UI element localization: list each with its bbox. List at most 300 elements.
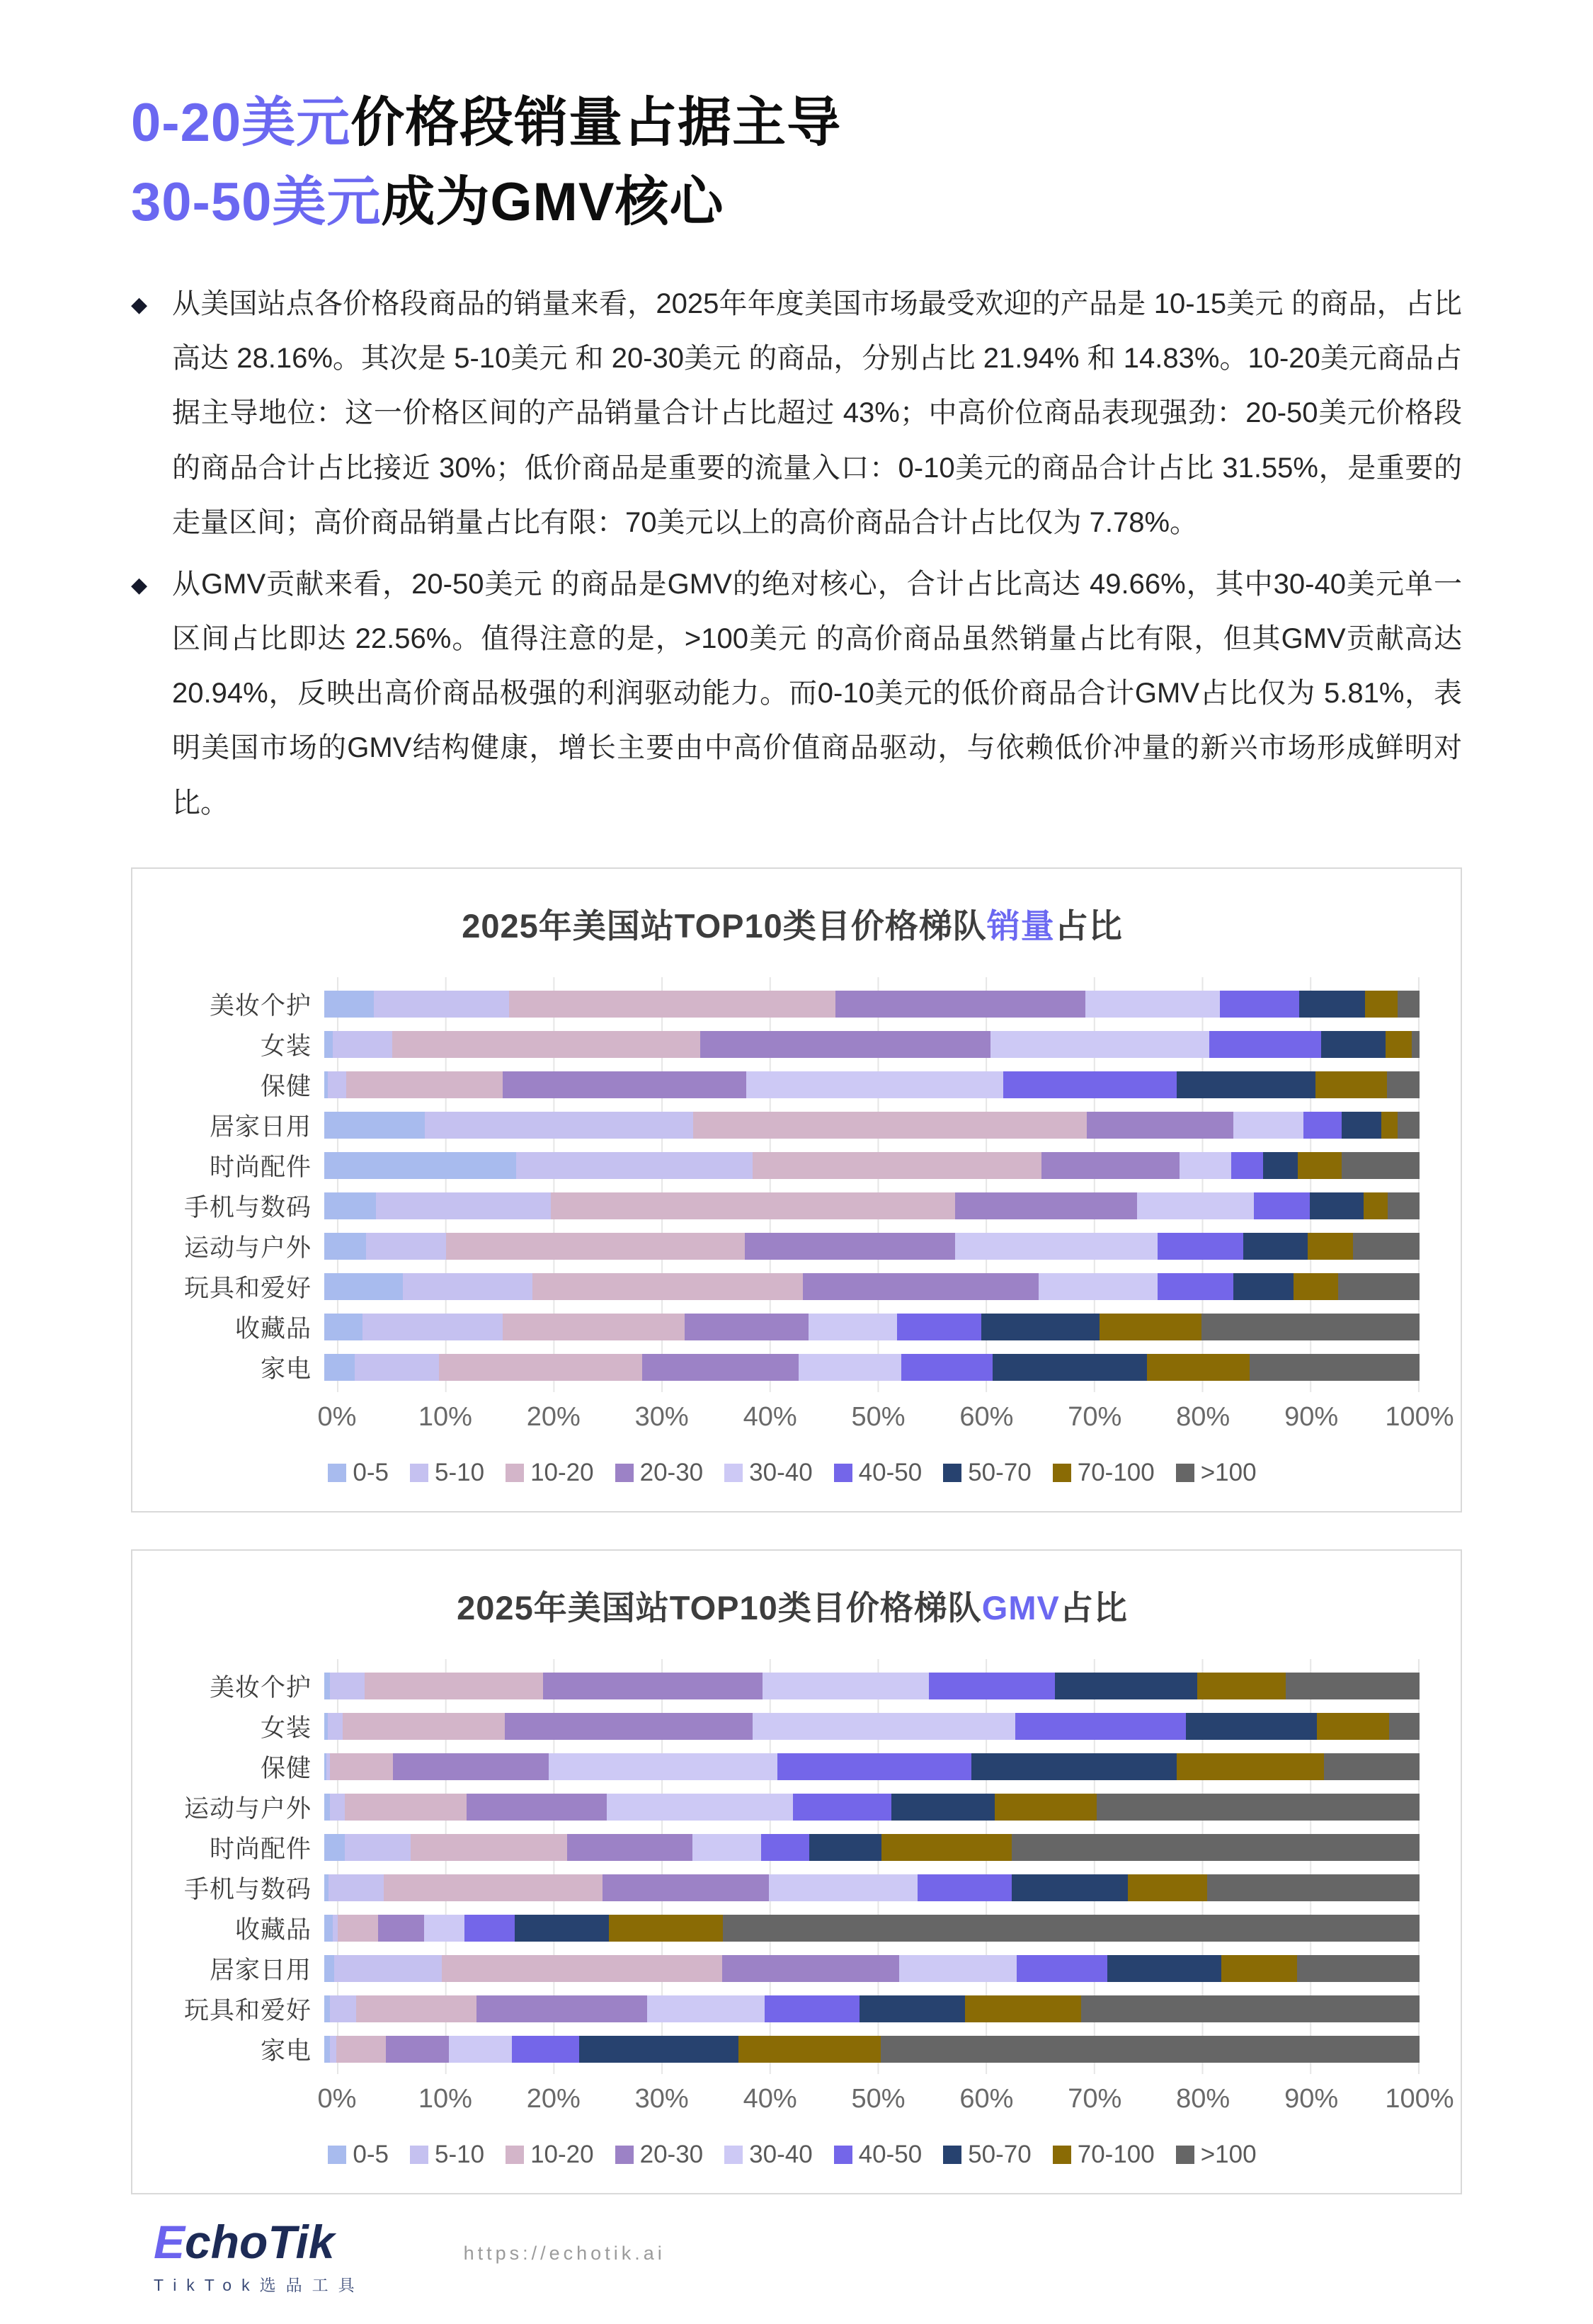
bar-row [165,1666,1420,1707]
legend-label: 0-5 [353,2140,389,2168]
bar-segment->100 [1398,1112,1420,1139]
bar-segment-10-20 [346,1071,503,1098]
bar-row [165,1949,1420,1989]
logo-tagline: TikTok选品工具 [154,2275,365,2294]
x-tick-label: 30% [634,1401,689,1432]
legend-swatch [1176,1464,1194,1482]
bar-row [165,1105,1420,1146]
bar-segment->100 [1338,1273,1419,1300]
bar-segment-30-40 [424,1915,464,1942]
bar-segment-40-50 [512,2036,580,2063]
bar-segment->100 [1201,1314,1420,1340]
legend-item [834,2141,923,2169]
x-axis [317,2080,1454,2121]
bar-segment-40-50 [897,1314,981,1340]
footer-url: https://echotik.ai [463,2242,666,2264]
bar-segment-20-30 [503,1071,746,1098]
legend-label: 30-40 [749,2140,813,2168]
bar-segment-30-40 [647,1995,765,2022]
bar-segment-70-100 [1177,1753,1325,1780]
bar-segment-20-30 [955,1192,1137,1219]
bar-segment-30-40 [1180,1152,1231,1179]
bar-segment-70-100 [1298,1152,1342,1179]
legend-label: 10-20 [530,1458,594,1486]
bar-segment-5-10 [330,1995,356,2022]
bar-segment-20-30 [722,1955,900,1982]
logo-wordmark [154,2215,365,2268]
bar-segment-50-70 [1233,1273,1294,1300]
bar-segment-5-10 [334,1955,442,1982]
category-label: 家电 [260,1355,312,1384]
bar-segment->100 [1412,1031,1420,1058]
bar-segment-50-70 [515,1915,609,1942]
bar-row [165,1707,1420,1747]
stacked-bar [324,1915,1420,1942]
bar-segment-70-100 [881,1834,1012,1861]
chart-rows [165,1666,1420,2070]
legend-swatch [410,1464,428,1482]
category-label: 时尚配件 [209,1835,312,1864]
legend-label: 5-10 [435,1458,485,1486]
chart-legend [165,1459,1420,1487]
legend-item [1176,1459,1257,1487]
bar-segment-0-5 [324,991,374,1018]
legend-item [834,1459,923,1487]
bar-segment-50-70 [1012,1874,1128,1901]
bar-segment-50-70 [1310,1192,1364,1219]
bar-segment-70-100 [609,1915,723,1942]
bar-segment-20-30 [567,1834,692,1861]
category-label: 家电 [260,2037,312,2066]
bar-segment-40-50 [765,1995,860,2022]
bar-segment-30-40 [692,1834,761,1861]
stacked-bar [324,1031,1420,1058]
legend-label: 40-50 [858,1458,923,1486]
bar-segment-20-30 [378,1915,424,1942]
bar-segment-0-5 [324,1915,333,1942]
bar-segment-30-40 [899,1955,1017,1982]
stacked-bar [324,1874,1420,1901]
bar-segment-10-20 [384,1874,603,1901]
legend-item [943,1459,1032,1487]
echotik-logo [154,2215,365,2296]
bar-row [165,1348,1420,1388]
bar-segment-30-40 [746,1071,1004,1098]
bar-segment-5-10 [425,1112,693,1139]
bar-segment-70-100 [1147,1354,1250,1381]
bar-segment-10-20 [532,1273,803,1300]
category-label: 保健 [260,1755,312,1783]
category-label: 女装 [260,1032,312,1061]
bar-segment-30-40 [799,1354,901,1381]
title-line2-highlight: 30-50美元 [131,172,382,233]
bar-segment-10-20 [411,1834,567,1861]
bar-segment->100 [1097,1794,1420,1821]
bar-segment-70-100 [1221,1955,1297,1982]
legend-swatch [328,2146,346,2164]
bar-segment-50-70 [1186,1713,1316,1740]
x-tick-label: 30% [634,2083,689,2114]
stacked-bar [324,1152,1420,1179]
bar-segment->100 [1207,1874,1420,1901]
category-label: 收藏品 [234,1916,312,1944]
legend-label: >100 [1200,1458,1257,1486]
stacked-bar [324,1713,1420,1740]
title-line2 [131,172,724,232]
bar-segment-20-30 [393,1753,549,1780]
bullet-paragraph-gmv [131,557,1462,831]
bar-segment-40-50 [918,1874,1012,1901]
chart-title-sales [165,900,1420,947]
x-tick-label: 60% [959,2083,1014,2114]
summary-bullets [131,277,1462,831]
bar-segment-20-30 [803,1273,1039,1300]
x-tick-label: 20% [526,2083,581,2114]
stacked-bar [324,1753,1420,1780]
legend-swatch [410,2146,428,2164]
stacked-bar [324,2036,1420,2063]
stacked-bar [324,1192,1420,1219]
bar-segment-10-20 [345,1794,467,1821]
bar-segment->100 [1342,1152,1420,1179]
bar-segment-5-10 [376,1192,552,1219]
bar-segment-5-10 [403,1273,532,1300]
bar-row [165,1186,1420,1226]
bar-segment-40-50 [1003,1071,1176,1098]
bar-row [165,1787,1420,1828]
chart-title-prefix: 2025年美国站TOP10类目价格梯队 [462,906,987,945]
x-tick-label: 50% [851,1401,906,1432]
bar-segment-5-10 [328,1713,343,1740]
legend-swatch [943,2146,961,2164]
bar-segment->100 [723,1915,1420,1942]
bar-row [165,1025,1420,1065]
bar-segment-50-70 [860,1995,965,2022]
plot-area [165,984,1420,1388]
bar-segment-10-20 [551,1192,955,1219]
bar-segment-5-10 [362,1314,503,1340]
chart-title-prefix: 2025年美国站TOP10类目价格梯队 [457,1588,982,1627]
bar-segment-5-10 [374,991,510,1018]
bar-segment-30-40 [449,2036,511,2063]
legend-label: 10-20 [530,2140,594,2168]
bar-segment->100 [1081,1995,1420,2022]
bar-segment-5-10 [516,1152,753,1179]
title-line2-rest: 成为GMV核心 [381,172,724,233]
stacked-bar [324,1834,1420,1861]
bar-segment-10-20 [693,1112,1086,1139]
bar-segment-20-30 [1087,1112,1233,1139]
bar-segment-40-50 [1303,1112,1342,1139]
x-tick-label: 40% [743,2083,797,2114]
legend-item [328,1459,389,1487]
title-line1 [131,93,841,153]
bar-row [165,984,1420,1025]
legend-swatch [724,1464,743,1482]
bar-segment-0-5 [324,1673,330,1699]
x-tick-label: 0% [317,1401,357,1432]
bar-segment-10-20 [336,2036,386,2063]
bar-segment-50-70 [1243,1233,1308,1260]
stacked-bar [324,1995,1420,2022]
bar-segment-70-100 [965,1995,1081,2022]
bar-segment-0-5 [324,1192,376,1219]
bar-segment-50-70 [579,2036,738,2063]
stacked-bar [324,1794,1420,1821]
bar-segment-5-10 [333,1031,392,1058]
bar-row [165,1989,1420,2029]
bar-segment-20-30 [505,1713,753,1740]
bar-segment-10-20 [365,1673,543,1699]
bar-segment-0-5 [324,1834,345,1861]
legend-item [943,2141,1032,2169]
bar-segment->100 [1389,1713,1420,1740]
bar-segment-10-20 [442,1955,722,1982]
bar-segment->100 [1250,1354,1420,1381]
category-label: 居家日用 [209,1113,312,1141]
bullet-paragraph-sales [131,277,1462,550]
bar-segment-20-30 [700,1031,990,1058]
stacked-bar [324,991,1420,1018]
bar-segment-10-20 [330,1753,394,1780]
bar-row [165,1146,1420,1186]
category-label: 女装 [260,1714,312,1743]
bar-segment-20-30 [1041,1152,1180,1179]
x-tick-label: 40% [743,1401,797,1432]
bar-segment-20-30 [685,1314,809,1340]
bar-segment-70-100 [738,2036,881,2063]
bar-row [165,1267,1420,1307]
bar-segment-40-50 [1209,1031,1321,1058]
bar-segment-40-50 [901,1354,992,1381]
category-label: 保健 [260,1073,312,1101]
bar-segment-40-50 [464,1915,515,1942]
legend-label: 30-40 [749,1458,813,1486]
bar-row [165,2029,1420,2070]
bar-segment-0-5 [324,1152,516,1179]
bar-segment-30-40 [955,1233,1158,1260]
category-label: 运动与户外 [183,1234,312,1263]
legend-swatch [615,2146,634,2164]
x-tick-label: 60% [959,1401,1014,1432]
bar-segment-40-50 [761,1834,809,1861]
bar-segment-50-70 [1321,1031,1386,1058]
bar-segment-0-5 [324,2036,330,2063]
bar-segment-40-50 [1158,1233,1243,1260]
legend-swatch [506,2146,524,2164]
x-tick-label: 100% [1385,1401,1454,1432]
legend-label: >100 [1200,2140,1257,2168]
x-tick-label: 10% [418,1401,472,1432]
bar-row [165,1828,1420,1868]
bar-row [165,1307,1420,1348]
stacked-bar [324,1354,1420,1381]
bar-segment->100 [1388,1192,1420,1219]
chart-title-suffix: 占比 [1054,906,1123,945]
bar-segment-20-30 [386,2036,450,2063]
legend-swatch [724,2146,743,2164]
bar-segment-40-50 [793,1794,891,1821]
title-line1-rest: 价格段销量占据主导 [350,93,842,153]
legend-item [724,1459,813,1487]
title-line1-highlight: 0-20美元 [131,93,351,153]
bar-segment-30-40 [763,1673,929,1699]
bar-segment-30-40 [769,1874,918,1901]
plot-area [165,1666,1420,2070]
bar-segment-70-100 [1128,1874,1206,1901]
chart-title-suffix: 占比 [1059,1588,1128,1627]
bar-segment-20-30 [603,1874,769,1901]
chart-card-sales [131,867,1462,1513]
bar-segment->100 [1324,1753,1420,1780]
stacked-bar [324,1112,1420,1139]
stacked-bar [324,1071,1420,1098]
bar-row [165,1747,1420,1787]
legend-swatch [506,1464,524,1482]
bar-segment-30-40 [607,1794,793,1821]
legend-label: 40-50 [858,2140,923,2168]
chart-title-highlight: 销量 [986,906,1055,945]
legend-item [328,2141,389,2169]
bar-segment-70-100 [1381,1112,1398,1139]
bar-segment->100 [1286,1673,1420,1699]
bar-segment-70-100 [1386,1031,1412,1058]
bar-segment-20-30 [467,1794,607,1821]
legend-item [615,2141,704,2169]
bar-segment-40-50 [1158,1273,1233,1300]
category-label: 收藏品 [234,1315,312,1343]
bar-segment-40-50 [1254,1192,1310,1219]
legend-label: 0-5 [353,1458,389,1486]
x-tick-label: 80% [1176,2083,1231,2114]
x-tick-label: 80% [1176,1401,1231,1432]
legend-swatch [1176,2146,1194,2164]
bar-segment-0-5 [324,1112,425,1139]
bar-segment-5-10 [330,1794,346,1821]
bar-segment-10-20 [356,1995,476,2022]
bar-segment-20-30 [835,991,1085,1018]
bar-segment-40-50 [1015,1713,1186,1740]
bar-segment-30-40 [753,1713,1015,1740]
bar-segment-70-100 [1315,1071,1387,1098]
bar-segment->100 [1297,1955,1420,1982]
bar-segment-30-40 [1137,1192,1255,1219]
category-label: 美妆个护 [209,1674,312,1702]
bar-segment-40-50 [1220,991,1298,1018]
bar-segment-70-100 [1317,1713,1389,1740]
x-tick-label: 90% [1284,2083,1339,2114]
x-tick-label: 50% [851,2083,906,2114]
bar-segment-70-100 [1294,1273,1338,1300]
x-tick-label: 100% [1385,2083,1454,2114]
legend-item [506,2141,594,2169]
legend-swatch [1053,2146,1071,2164]
bar-segment-0-5 [324,1031,333,1058]
bar-segment-40-50 [1017,1955,1107,1982]
stacked-bar [324,1955,1420,1982]
bar-segment-30-40 [1039,1273,1158,1300]
bar-segment-50-70 [993,1354,1147,1381]
bar-segment-30-40 [809,1314,897,1340]
bar-segment-20-30 [543,1673,762,1699]
bar-segment-0-5 [324,1794,330,1821]
legend-label: 5-10 [435,2140,485,2168]
bar-row [165,1908,1420,1949]
legend-item [1053,1459,1155,1487]
bar-segment->100 [1398,991,1420,1018]
bar-segment-40-50 [929,1673,1055,1699]
legend-label: 70-100 [1077,1458,1155,1486]
x-tick-label: 10% [418,2083,472,2114]
bar-segment-70-100 [995,1794,1097,1821]
bar-segment-30-40 [990,1031,1209,1058]
x-tick-label: 20% [526,1401,581,1432]
bar-segment-20-30 [642,1354,799,1381]
bar-segment-50-70 [891,1794,994,1821]
category-label: 手机与数码 [183,1876,312,1904]
bar-segment-50-70 [971,1753,1176,1780]
bar-segment-20-30 [476,1995,647,2022]
category-label: 玩具和爱好 [183,1997,312,2025]
legend-swatch [943,1464,961,1482]
bar-segment-10-20 [503,1314,685,1340]
bar-segment-5-10 [329,1874,383,1901]
bar-segment-70-100 [1100,1314,1201,1340]
bar-segment-0-5 [324,1955,334,1982]
bar-segment-40-50 [777,1753,971,1780]
legend-item [724,2141,813,2169]
bar-segment-20-30 [745,1233,955,1260]
bar-segment-0-5 [324,1233,366,1260]
bar-segment-0-5 [324,1314,362,1340]
stacked-bar [324,1273,1420,1300]
legend-item [615,1459,704,1487]
logo-rest: choTik [185,2215,335,2268]
bar-segment-10-20 [439,1354,641,1381]
legend-item [1053,2141,1155,2169]
bar-segment-70-100 [1197,1673,1286,1699]
bar-segment-30-40 [1233,1112,1303,1139]
bar-segment-5-10 [330,1673,365,1699]
bar-segment-10-20 [446,1233,745,1260]
bar-segment-10-20 [343,1713,505,1740]
legend-swatch [1053,1464,1071,1482]
category-label: 手机与数码 [183,1194,312,1222]
bar-segment->100 [881,2036,1420,2063]
x-tick-label: 70% [1068,1401,1122,1432]
bar-segment-10-20 [392,1031,700,1058]
bar-segment-50-70 [1342,1112,1381,1139]
chart-title-highlight: GMV [981,1588,1060,1627]
bar-segment-10-20 [753,1152,1041,1179]
stacked-bar [324,1233,1420,1260]
paragraph-gmv-text: 从GMV贡献来看，20-50美元 的商品是GMV的绝对核心，合计占比高达 49.66%，其中30-40美元单一区间占比即达 22.56%。值得注意的是，>100美元 的高价商品虽然销量占比有限，但其GMV贡献高达 20.94%，反映出高价商品极强的利润驱动能力。而0-10美元的低价商品合计GMV占比仅为 5.81%，表明美国市场的GMV结构健康，增长主要由中高价值商品驱动，与依赖低价冲量的新兴市场形成鲜明对比。 [172,568,1462,819]
bar-segment-50-70 [1177,1071,1315,1098]
bar-segment-70-100 [1308,1233,1352,1260]
bar-row [165,1065,1420,1105]
legend-swatch [328,1464,346,1482]
x-tick-label: 70% [1068,2083,1122,2114]
bar-segment-30-40 [1085,991,1220,1018]
bar-segment-30-40 [549,1753,777,1780]
category-label: 玩具和爱好 [183,1275,312,1303]
legend-item [1176,2141,1257,2169]
bar-segment->100 [1353,1233,1420,1260]
legend-swatch [834,1464,852,1482]
category-label: 居家日用 [209,1956,312,1985]
bullet-diamond-icon: ◆ [131,573,148,597]
legend-item [506,1459,594,1487]
